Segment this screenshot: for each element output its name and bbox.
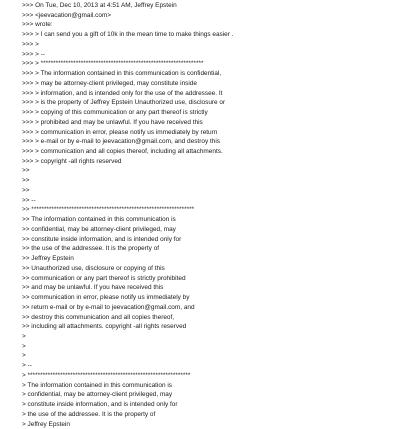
- text-line: >>> On Tue, Dec 10, 2013 at 4:51 AM, Jeffrey Epstein: [22, 2, 177, 9]
- text-line: > Jeffrey Epstein: [22, 420, 71, 428]
- text-line: >>> > communication and all copies thereof, including all attachments.: [22, 148, 223, 156]
- text-line: >>: [22, 186, 30, 194]
- text-line: >>> > is the property of Jeffrey Epstein Unauthorized use, disclosure or: [22, 99, 226, 107]
- text-line: >> destroy this communication and all copies thereof,: [22, 313, 175, 321]
- text-line: >>> <jeevacation@gmail.com>: [22, 11, 112, 19]
- text-line: >> return e-mail or by e-mail to jeevacation@gmail.com, and: [22, 303, 195, 311]
- text-line: >> communication in error, please notify us immediately by: [22, 294, 190, 302]
- text-line: >>> > copyright -all rights reserved: [22, 157, 122, 165]
- text-line: >>: [22, 177, 30, 185]
- text-line: >>> wrote:: [22, 21, 53, 29]
- text-line: > confidential, may be attorney-client privileged, may: [22, 391, 173, 399]
- text-line: >> including all attachments. copyright -all rights reserved: [22, 323, 187, 331]
- text-line: >> constitute inside information, and is intended only for: [22, 235, 182, 243]
- text-line: >>> > I can send you a gift of 10k in the mean time to make things easier .: [22, 31, 234, 39]
- text-line: >: [22, 332, 26, 340]
- text-line: >> Jeffrey Epstein: [22, 255, 74, 263]
- text-line: >>> > The information contained in this communication is confidential,: [22, 70, 222, 78]
- text-line: >> confidential, may be attorney-client privileged, may: [22, 225, 176, 233]
- text-line: >: [22, 352, 26, 360]
- text-line: >>: [22, 167, 30, 175]
- text-line: >> *****************************************************************: [22, 206, 195, 214]
- text-line: >> --: [22, 196, 36, 204]
- text-line: >> communication or any part thereof is strictly prohibited: [22, 274, 186, 282]
- text-line: >> the use of the addressee. It is the property of: [22, 245, 160, 253]
- text-line: > *****************************************************************: [22, 371, 191, 379]
- text-line: >>> > *****************************************************************: [22, 60, 204, 68]
- text-line: >> and may be unlawful. If you have received this: [22, 284, 164, 292]
- text-line: >>> > e-mail or by e-mail to jeevacation@gmail.com, and destroy this: [22, 138, 220, 146]
- text-line: >>> > may be attorney-client privileged, may constitute inside: [22, 79, 197, 87]
- text-line: > --: [22, 362, 32, 370]
- text-line: > the use of the addressee. It is the property of: [22, 410, 156, 418]
- text-line: >>> > information, and is intended only for the use of the addressee. It: [22, 89, 223, 97]
- text-line: >: [22, 342, 26, 350]
- text-line: > constitute inside information, and is intended only for: [22, 401, 178, 409]
- text-line: >>> > communication in error, please notify us immediately by return: [22, 128, 218, 136]
- text-line: > The information contained in this communication is: [22, 381, 172, 389]
- text-line: >>> > prohibited and may be unlawful. If you have received this: [22, 118, 203, 126]
- text-line: >> The information contained in this communication is: [22, 216, 176, 224]
- text-line: >> Unauthorized use, disclosure or copying of this: [22, 264, 165, 272]
- text-line: >>> > copying of this communication or any part thereof is strictly: [22, 109, 208, 117]
- text-line: >>> > --: [22, 50, 45, 58]
- text-line: >>> >: [22, 40, 39, 48]
